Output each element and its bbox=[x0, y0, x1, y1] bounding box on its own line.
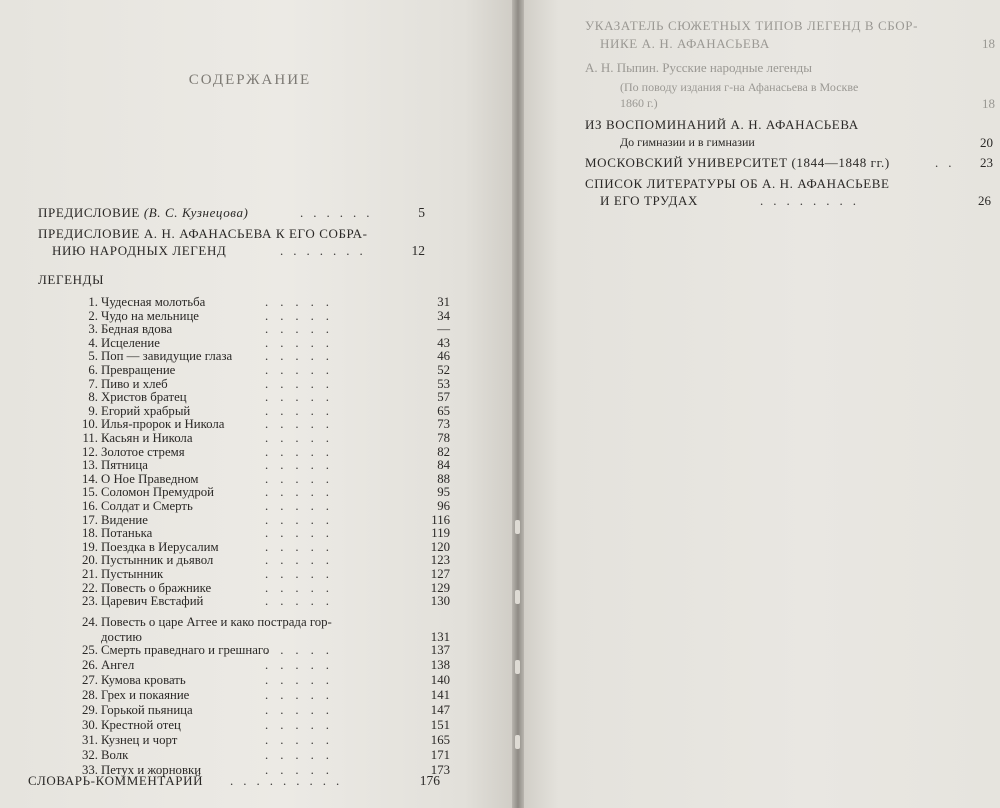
memoirs-entry: ИЗ ВОСПОМИНАНИЙ А. Н. АФАНАСЬЕВА bbox=[585, 117, 859, 132]
legend-page: 141 bbox=[430, 688, 450, 702]
legend-entry bbox=[80, 703, 460, 717]
leader-dots: ......... bbox=[230, 773, 350, 788]
legend-number: 3. bbox=[88, 322, 98, 337]
legend-title: Петух и жорновки bbox=[101, 763, 202, 777]
university-entry: МОСКОВСКИЙ УНИВЕРСИТЕТ (1844—1848 гг.) bbox=[585, 155, 890, 170]
legend-title: Бедная вдова bbox=[101, 322, 173, 337]
legend-number: 22. bbox=[82, 580, 98, 595]
legend-title: Золотое стремя bbox=[101, 444, 185, 459]
legend-title: Чудесная молотьба bbox=[101, 295, 206, 309]
legend-entry bbox=[80, 688, 460, 702]
legend-title: Солдат и Смерть bbox=[101, 499, 193, 513]
leader-dots: ...... bbox=[300, 205, 380, 220]
leader-dots: ..... bbox=[265, 471, 341, 486]
legend-number: 31. bbox=[82, 733, 98, 747]
legend-entry bbox=[80, 643, 460, 657]
legend-entry bbox=[80, 445, 460, 459]
pypin-subentry-line1: (По поводу издания г-на Афанасьева в Москве bbox=[620, 80, 859, 94]
legend-page: 147 bbox=[430, 703, 450, 717]
legend-title-continued: достию bbox=[101, 630, 142, 644]
legend-entry bbox=[80, 295, 460, 309]
leader-dots: ..... bbox=[265, 335, 341, 350]
leader-dots: ..... bbox=[265, 403, 341, 418]
literature-entry-line2: И ЕГО ТРУДАХ bbox=[600, 193, 698, 208]
legend-title: Повесть о царе Аггее и како пострада гор- bbox=[101, 615, 332, 629]
legend-number: 20. bbox=[82, 553, 98, 568]
legend-number: 14. bbox=[82, 471, 98, 486]
legend-number: 26. bbox=[82, 658, 98, 672]
legend-number: 24. bbox=[82, 615, 98, 629]
legend-page: 84 bbox=[437, 458, 450, 473]
legend-entry bbox=[80, 404, 460, 418]
leader-dots: ..... bbox=[265, 703, 341, 717]
legend-page: 129 bbox=[430, 580, 450, 595]
leader-dots: ..... bbox=[265, 763, 341, 777]
legend-title: Потанька bbox=[101, 526, 153, 541]
legend-title: Илья-пророк и Никола bbox=[101, 417, 225, 432]
binding-stitch bbox=[515, 660, 520, 674]
legend-entry bbox=[80, 390, 460, 404]
legend-title: О Ное Праведном bbox=[101, 471, 199, 486]
legend-title: Смерть праведнаго и грешнаго bbox=[101, 643, 270, 657]
leader-dots: ..... bbox=[265, 458, 341, 473]
legend-number: 8. bbox=[88, 390, 98, 405]
legend-entry bbox=[80, 458, 460, 472]
legend-number: 19. bbox=[82, 539, 98, 554]
legend-title: Пятница bbox=[101, 458, 148, 473]
legend-title: Егорий храбрый bbox=[101, 403, 191, 418]
legend-page: — bbox=[437, 322, 450, 337]
legend-entry bbox=[80, 363, 460, 377]
legend-number: 1. bbox=[88, 295, 98, 309]
leader-dots: ........ bbox=[760, 193, 866, 208]
pypin-subentry-line2: 1860 г.) bbox=[620, 96, 658, 110]
legend-page: 53 bbox=[437, 376, 450, 391]
legend-entry-continued bbox=[80, 630, 460, 644]
legend-entry bbox=[80, 377, 460, 391]
leader-dots: ..... bbox=[265, 376, 341, 391]
afanasiev-preface-line2: НИЮ НАРОДНЫХ ЛЕГЕНД bbox=[52, 243, 227, 258]
legend-page: 137 bbox=[430, 643, 450, 657]
legend-title: Пустынник и дьявол bbox=[101, 553, 214, 568]
legend-page: 171 bbox=[430, 748, 450, 762]
preface-entry bbox=[38, 205, 248, 221]
legend-title: Касьян и Никола bbox=[101, 431, 193, 445]
legend-number: 4. bbox=[88, 335, 98, 350]
legend-number: 15. bbox=[82, 485, 98, 500]
preface-page: 5 bbox=[418, 205, 425, 220]
glossary-page: 176 bbox=[419, 773, 440, 788]
legend-number: 9. bbox=[88, 403, 98, 418]
legend-entry bbox=[80, 658, 460, 672]
legend-page: 31 bbox=[437, 295, 450, 309]
leader-dots: ..... bbox=[265, 594, 341, 609]
legend-number: 33. bbox=[82, 763, 98, 777]
index-entry-line1: УКАЗАТЕЛЬ СЮЖЕТНЫХ ТИПОВ ЛЕГЕНД В СБОР- bbox=[585, 18, 919, 33]
legend-entry bbox=[80, 336, 460, 350]
leader-dots: ..... bbox=[265, 688, 341, 702]
leader-dots: ..... bbox=[265, 308, 341, 323]
legend-entry bbox=[80, 431, 460, 445]
leader-dots: ..... bbox=[265, 295, 341, 309]
legend-number: 6. bbox=[88, 363, 98, 377]
legend-number: 10. bbox=[82, 417, 98, 432]
legend-page: 123 bbox=[430, 553, 450, 568]
legend-entry bbox=[80, 309, 460, 323]
leader-dots: ..... bbox=[265, 322, 341, 337]
legend-title: Крестной отец bbox=[101, 718, 181, 732]
leader-dots: ..... bbox=[265, 673, 341, 687]
legend-page: 151 bbox=[430, 718, 450, 732]
leader-dots: ..... bbox=[265, 499, 341, 513]
binding-stitch bbox=[515, 520, 520, 534]
legend-page: 165 bbox=[430, 733, 450, 747]
legend-title: Чудо на мельнице bbox=[101, 308, 199, 323]
legend-title: Исцеление bbox=[101, 335, 160, 350]
afanasiev-preface-page: 12 bbox=[411, 243, 425, 258]
legend-number: 13. bbox=[82, 458, 98, 473]
legend-entry bbox=[80, 472, 460, 486]
legend-title: Поездка в Иерусалим bbox=[101, 539, 219, 554]
legend-title: Соломон Премудрой bbox=[101, 485, 215, 500]
legend-entry bbox=[80, 673, 460, 687]
legend-entry bbox=[80, 733, 460, 747]
leader-dots: ..... bbox=[265, 512, 341, 527]
pypin-entry: А. Н. Пыпин. Русские народные легенды bbox=[585, 60, 813, 75]
book-spine bbox=[512, 0, 524, 808]
leader-dots: ..... bbox=[265, 349, 341, 364]
legend-page: 46 bbox=[437, 349, 450, 364]
legend-entry bbox=[80, 748, 460, 762]
leader-dots: ..... bbox=[265, 431, 341, 445]
index-entry-page: 18 bbox=[982, 36, 995, 51]
legend-entry bbox=[80, 581, 460, 595]
legend-number: 27. bbox=[82, 673, 98, 687]
leader-dots: ..... bbox=[265, 444, 341, 459]
legend-page: 43 bbox=[437, 335, 450, 350]
legend-page: 138 bbox=[430, 658, 450, 672]
preface-label: ПРЕДИСЛОВИЕ bbox=[38, 205, 140, 220]
legend-page: 88 bbox=[437, 471, 450, 486]
legend-page: 95 bbox=[437, 485, 450, 500]
legend-number: 12. bbox=[82, 444, 98, 459]
leader-dots: ..... bbox=[265, 580, 341, 595]
legend-entry bbox=[80, 718, 460, 732]
leader-dots: ..... bbox=[265, 567, 341, 581]
legend-number: 11. bbox=[82, 431, 98, 445]
legend-title: Поп — завидущие глаза bbox=[101, 349, 233, 364]
legend-page: 96 bbox=[437, 499, 450, 513]
leader-dots: ..... bbox=[265, 363, 341, 377]
gymnasium-entry: До гимназии и в гимназии bbox=[620, 135, 755, 149]
legend-entry bbox=[80, 567, 460, 581]
leader-dots: ..... bbox=[265, 417, 341, 432]
legend-title: Кузнец и чорт bbox=[101, 733, 178, 747]
legend-page: 78 bbox=[437, 431, 450, 445]
legend-number: 29. bbox=[82, 703, 98, 717]
legend-title: Кумова кровать bbox=[101, 673, 186, 687]
legend-entry bbox=[80, 349, 460, 363]
university-page: 23 bbox=[980, 155, 993, 170]
legend-page: 57 bbox=[437, 390, 450, 405]
leader-dots: ..... bbox=[265, 539, 341, 554]
glossary-entry: СЛОВАРЬ-КОММЕНТАРИЙ bbox=[28, 773, 204, 788]
legend-page: 131 bbox=[430, 630, 450, 644]
legend-page: 119 bbox=[431, 526, 450, 541]
legend-page: 127 bbox=[430, 567, 450, 581]
contents-title: СОДЕРЖАНИЕ bbox=[188, 72, 312, 88]
legend-title: Грех и покаяние bbox=[101, 688, 190, 702]
legend-number: 16. bbox=[82, 499, 98, 513]
leader-dots: ..... bbox=[265, 748, 341, 762]
legend-entry bbox=[80, 417, 460, 431]
leader-dots: ..... bbox=[265, 643, 341, 657]
pypin-page: 18 bbox=[982, 96, 995, 111]
legend-page: 65 bbox=[437, 403, 450, 418]
legend-page: 73 bbox=[437, 417, 450, 432]
legend-number: 18. bbox=[82, 526, 98, 541]
afanasiev-preface-line1: ПРЕДИСЛОВИЕ А. Н. АФАНАСЬЕВА К ЕГО СОБРА- bbox=[38, 226, 368, 241]
leader-dots: ..... bbox=[265, 553, 341, 568]
legend-title: Ангел bbox=[101, 658, 135, 672]
legend-title: Христов братец bbox=[101, 390, 187, 405]
legend-entry bbox=[80, 615, 460, 629]
leader-dots: ..... bbox=[265, 718, 341, 732]
legend-number: 25. bbox=[82, 643, 98, 657]
legend-number: 23. bbox=[82, 594, 98, 609]
literature-page: 26 bbox=[978, 193, 991, 208]
literature-entry-line1: СПИСОК ЛИТЕРАТУРЫ ОБ А. Н. АФАНАСЬЕВЕ bbox=[585, 176, 890, 191]
legend-title: Волк bbox=[101, 748, 129, 762]
leader-dots: ....... bbox=[280, 243, 373, 258]
binding-stitch bbox=[515, 590, 520, 604]
binding-stitch bbox=[515, 735, 520, 749]
legend-title: Повесть о бражнике bbox=[101, 580, 212, 595]
legend-title: Превращение bbox=[101, 363, 176, 377]
legend-entry bbox=[80, 485, 460, 499]
legend-number: 5. bbox=[88, 349, 98, 364]
legends-heading: ЛЕГЕНДЫ bbox=[38, 272, 105, 287]
leader-dots: ..... bbox=[265, 733, 341, 747]
preface-author: (В. С. Кузнецова) bbox=[143, 205, 249, 220]
legend-page: 120 bbox=[430, 539, 450, 554]
legend-entry bbox=[80, 594, 460, 608]
legend-entry bbox=[80, 553, 460, 567]
index-entry-line2: НИКЕ А. Н. АФАНАСЬЕВА bbox=[600, 36, 770, 51]
gymnasium-page: 20 bbox=[980, 135, 993, 150]
legend-title: Пиво и хлеб bbox=[101, 376, 168, 391]
legend-page: 116 bbox=[431, 512, 450, 527]
leader-dots: ..... bbox=[265, 526, 341, 541]
leader-dots: ..... bbox=[265, 658, 341, 672]
legend-number: 21. bbox=[82, 567, 98, 581]
legend-title: Пустынник bbox=[101, 567, 164, 581]
legend-entry bbox=[80, 499, 460, 513]
legend-number: 32. bbox=[82, 748, 98, 762]
legend-page: 52 bbox=[437, 363, 450, 377]
legend-number: 7. bbox=[88, 376, 98, 391]
legend-entry bbox=[80, 513, 460, 527]
leader-dots: .. bbox=[935, 155, 962, 170]
legend-page: 130 bbox=[430, 594, 450, 609]
legend-number: 2. bbox=[88, 308, 98, 323]
legend-entry bbox=[80, 540, 460, 554]
legend-title: Горькой пьяница bbox=[101, 703, 193, 717]
legend-number: 17. bbox=[82, 512, 98, 527]
leader-dots: ..... bbox=[265, 390, 341, 405]
legend-page: 34 bbox=[437, 308, 450, 323]
legend-page: 173 bbox=[430, 763, 450, 777]
legend-title: Царевич Евстафий bbox=[101, 594, 204, 609]
legend-entry bbox=[80, 322, 460, 336]
legend-entry bbox=[80, 526, 460, 540]
legend-title: Видение bbox=[101, 512, 148, 527]
legend-number: 28. bbox=[82, 688, 98, 702]
legend-page: 82 bbox=[437, 444, 450, 459]
legend-page: 140 bbox=[430, 673, 450, 687]
legend-number: 30. bbox=[82, 718, 98, 732]
leader-dots: ..... bbox=[265, 485, 341, 500]
